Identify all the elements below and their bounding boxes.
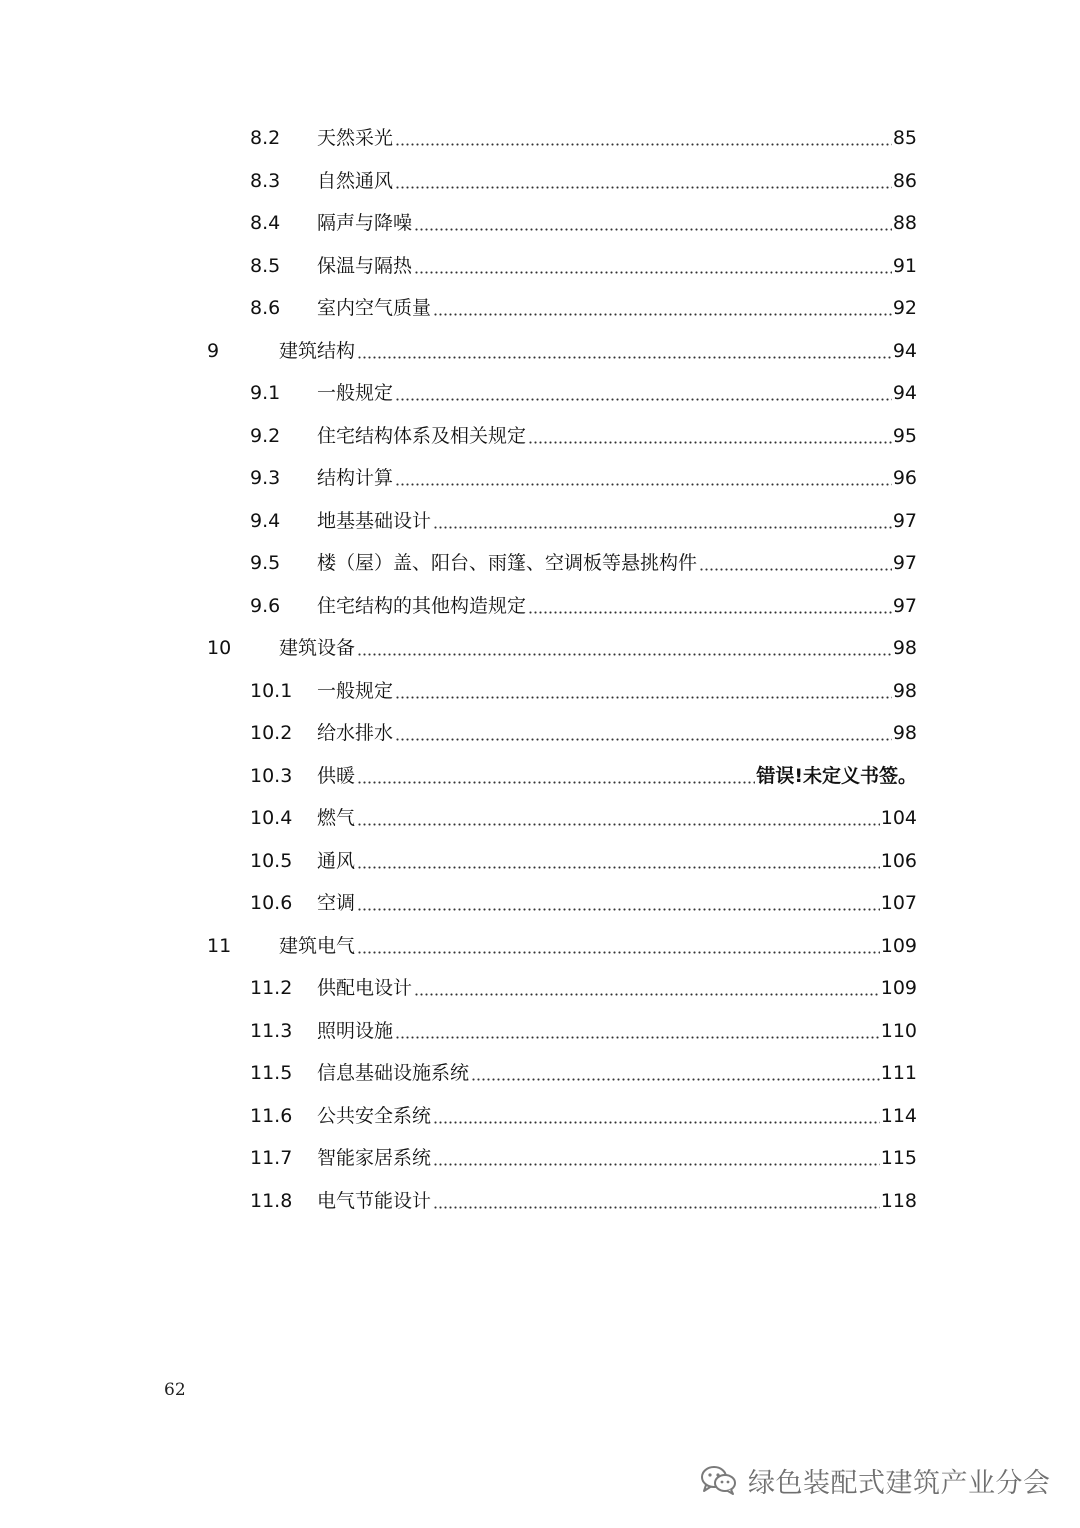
toc-entry-line [317, 166, 917, 196]
toc-entry-title: 给水排水 [317, 722, 394, 744]
toc-entry-number: 9.4 [250, 509, 281, 532]
toc-entry-line [317, 1143, 917, 1173]
toc-entry-page: 97 [892, 509, 917, 532]
toc-entry-title: 保温与隔热 [317, 254, 413, 277]
toc-entry[interactable] [0, 123, 1080, 153]
toc-entry-number: 10 [207, 637, 232, 659]
toc-chapter[interactable] [0, 633, 1080, 663]
toc-entry-line [317, 1186, 917, 1216]
dot-leader [528, 421, 892, 451]
dot-leader [357, 803, 880, 833]
toc-entry-page: 85 [892, 127, 917, 149]
toc-entry-line [317, 973, 917, 1003]
toc-entry-number: 9 [207, 339, 220, 362]
toc-entry-page: 111 [880, 1062, 917, 1084]
watermark-text: 绿色装配式建筑产业分会 [748, 1467, 1051, 1499]
watermark [700, 1460, 1051, 1500]
dot-leader [395, 378, 892, 408]
toc-entry-title: 室内空气质量 [317, 297, 432, 319]
toc-entry-line [317, 123, 917, 153]
toc-entry-line [317, 463, 917, 493]
toc-entry-number: 11 [207, 934, 232, 957]
toc-entry-title: 建筑电气 [279, 934, 356, 957]
toc-entry-page: 94 [892, 382, 917, 404]
toc-entry-number: 10.4 [250, 807, 293, 829]
toc-entry-line [317, 1101, 917, 1131]
toc-entry-title: 自然通风 [317, 169, 394, 192]
toc-entry[interactable] [0, 761, 1080, 791]
dot-leader [357, 846, 880, 876]
dot-leader [414, 251, 892, 281]
toc-entry-page: 107 [880, 892, 917, 914]
toc-entry-line [317, 718, 917, 748]
toc-entry-title: 供配电设计 [317, 977, 413, 999]
toc-entry[interactable] [0, 208, 1080, 238]
toc-entry-title: 住宅结构体系及相关规定 [317, 424, 527, 447]
toc-entry[interactable] [0, 676, 1080, 706]
dot-leader [395, 166, 892, 196]
toc-entry-number: 11.5 [250, 1062, 293, 1084]
toc-entry-line [317, 421, 917, 451]
dot-leader [433, 1101, 880, 1131]
dot-leader [471, 1058, 880, 1088]
toc-entry-page: 118 [880, 1189, 917, 1212]
dot-leader [357, 888, 880, 918]
toc-entry-page: 86 [892, 169, 917, 192]
toc-entry[interactable] [0, 1101, 1080, 1131]
toc-entry-title: 信息基础设施系统 [317, 1062, 470, 1084]
toc-entry-line [317, 803, 917, 833]
dot-leader [395, 463, 892, 493]
toc-entry-line [317, 591, 917, 621]
toc-entry-number: 8.3 [250, 169, 281, 192]
toc-entry-number: 10.1 [250, 679, 293, 702]
dot-leader [433, 1186, 880, 1216]
toc-entry-title: 建筑结构 [279, 339, 356, 362]
toc-entry-page: 115 [880, 1147, 917, 1169]
toc-entry-number: 8.6 [250, 297, 281, 319]
toc-entry-number: 10.3 [250, 764, 293, 787]
toc-entry-number: 11.3 [250, 1019, 293, 1042]
toc-entry-number: 9.2 [250, 424, 281, 447]
page-number: 62 [164, 1380, 186, 1400]
toc-entry-line [317, 506, 917, 536]
toc-entry-line [317, 846, 917, 876]
toc-entry-number: 10.6 [250, 892, 293, 914]
toc-entry-title: 住宅结构的其他构造规定 [317, 594, 527, 617]
toc-entry-number: 10.2 [250, 722, 293, 744]
toc-entry-page: 98 [892, 679, 917, 702]
toc-chapter[interactable] [0, 336, 1080, 366]
toc-entry[interactable] [0, 1016, 1080, 1046]
toc-entry-page: 109 [880, 934, 917, 957]
toc-entry[interactable] [0, 1058, 1080, 1088]
toc-entry-page: 106 [880, 849, 917, 872]
toc-entry-title: 隔声与降噪 [317, 212, 413, 234]
toc-entry-number: 9.6 [250, 594, 281, 617]
toc-entry[interactable] [0, 548, 1080, 578]
toc-entry-title: 公共安全系统 [317, 1104, 432, 1127]
toc-entry[interactable] [0, 1143, 1080, 1173]
toc-entry-title: 天然采光 [317, 127, 394, 149]
toc-entry-title: 结构计算 [317, 467, 394, 489]
toc-entry-page: 104 [880, 807, 917, 829]
toc-entry[interactable] [0, 888, 1080, 918]
toc-entry-page: 92 [892, 297, 917, 319]
toc-entry-title: 一般规定 [317, 382, 394, 404]
toc-entry[interactable] [0, 251, 1080, 281]
toc-entry[interactable] [0, 1186, 1080, 1216]
dot-leader [395, 676, 892, 706]
toc-entry[interactable] [0, 421, 1080, 451]
toc-entry-title: 空调 [317, 892, 356, 914]
toc-entry-line [317, 676, 917, 706]
toc-entry-title: 照明设施 [317, 1019, 394, 1042]
toc-entry-title: 燃气 [317, 807, 356, 829]
toc-entry-page: 91 [892, 254, 917, 277]
wechat-icon [700, 1464, 738, 1496]
dot-leader [395, 123, 892, 153]
toc-entry-number: 9.5 [250, 552, 281, 574]
toc-entry[interactable] [0, 463, 1080, 493]
dot-leader [395, 718, 892, 748]
toc-entry[interactable] [0, 846, 1080, 876]
toc-entry-page: 97 [892, 594, 917, 617]
toc-entry-line [279, 336, 917, 366]
toc-entry[interactable] [0, 378, 1080, 408]
dot-leader [433, 293, 892, 323]
dot-leader [357, 633, 892, 663]
dot-leader [433, 506, 892, 536]
toc-entry[interactable] [0, 166, 1080, 196]
toc-entry-page: 98 [892, 637, 917, 659]
toc-entry-line [317, 208, 917, 238]
toc-entry[interactable] [0, 506, 1080, 536]
dot-leader [395, 1016, 880, 1046]
toc-entry-number: 8.2 [250, 127, 281, 149]
toc-entry-page: 95 [892, 424, 917, 447]
toc-entry-page: 114 [880, 1104, 917, 1127]
toc-entry-page: 97 [892, 552, 917, 574]
toc-entry-title: 供暖 [317, 764, 356, 787]
toc-entry-number: 11.2 [250, 977, 293, 999]
toc-entry-error-text: 错误!未定义书签。 [756, 764, 917, 787]
dot-leader [433, 1143, 880, 1173]
toc-entry-line [317, 293, 917, 323]
toc-entry-line [317, 1016, 917, 1046]
toc-entry-page: 88 [892, 212, 917, 234]
toc-entry-number: 11.7 [250, 1147, 293, 1169]
dot-leader [357, 336, 892, 366]
toc-entry-line [279, 931, 917, 961]
toc-entry-page: 110 [880, 1019, 917, 1042]
dot-leader [357, 931, 880, 961]
toc-entry-number: 11.8 [250, 1189, 293, 1212]
toc-entry-number: 11.6 [250, 1104, 293, 1127]
dot-leader [414, 973, 880, 1003]
toc-chapter[interactable] [0, 931, 1080, 961]
toc-entry-line [317, 1058, 917, 1088]
toc-entry[interactable] [0, 973, 1080, 1003]
toc-entry-line [279, 633, 917, 663]
toc-entry-title: 智能家居系统 [317, 1147, 432, 1169]
toc-entry-number: 8.5 [250, 254, 281, 277]
toc-entry-line [317, 251, 917, 281]
toc-entry[interactable] [0, 293, 1080, 323]
toc-entry-title: 地基基础设计 [317, 509, 432, 532]
toc-entry[interactable] [0, 591, 1080, 621]
toc-entry-line [317, 548, 917, 578]
dot-leader [528, 591, 892, 621]
toc-entry-title: 电气节能设计 [317, 1189, 432, 1212]
toc-entry-line [317, 761, 917, 791]
toc-entry-page: 96 [892, 467, 917, 489]
dot-leader [699, 548, 892, 578]
toc-entry-title: 通风 [317, 849, 356, 872]
toc-entry[interactable] [0, 803, 1080, 833]
dot-leader [357, 761, 755, 791]
toc-entry[interactable] [0, 718, 1080, 748]
toc-entry-number: 8.4 [250, 212, 281, 234]
toc-entry-line [317, 888, 917, 918]
toc-entry-number: 10.5 [250, 849, 293, 872]
toc-entry-line [317, 378, 917, 408]
toc-entry-page: 109 [880, 977, 917, 999]
toc-entry-number: 9.3 [250, 467, 281, 489]
toc-entry-page: 94 [892, 339, 917, 362]
toc-entry-title: 建筑设备 [279, 637, 356, 659]
dot-leader [414, 208, 892, 238]
toc-entry-title: 一般规定 [317, 679, 394, 702]
toc-entry-page: 98 [892, 722, 917, 744]
toc-entry-number: 9.1 [250, 382, 281, 404]
toc-entry-title: 楼（屋）盖、阳台、雨篷、空调板等悬挑构件 [317, 552, 698, 574]
